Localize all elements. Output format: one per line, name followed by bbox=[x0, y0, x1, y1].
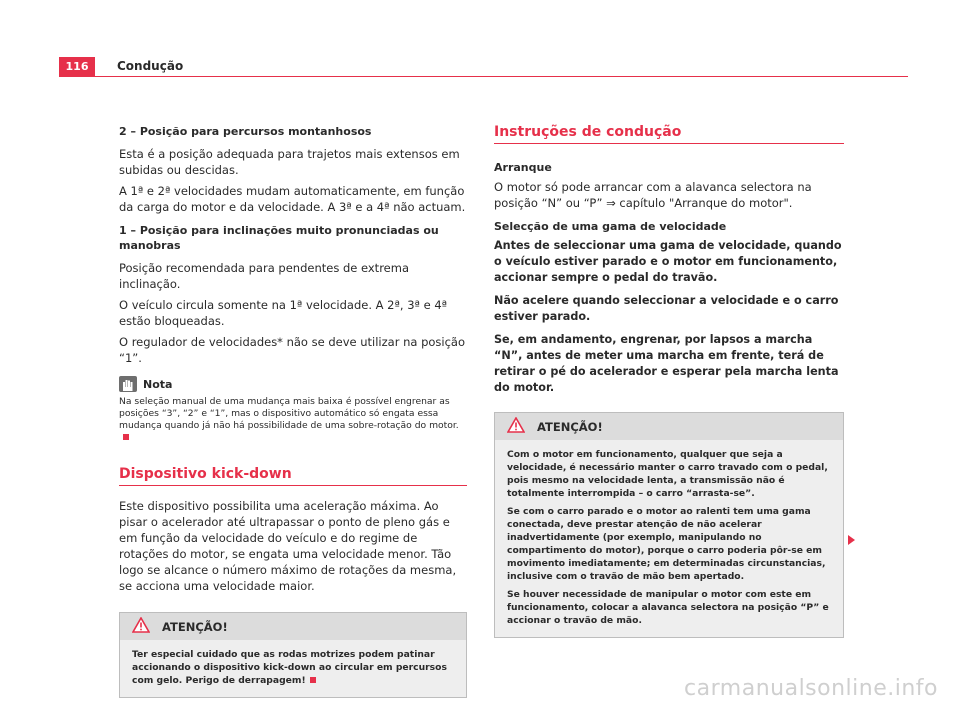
instruction-1: Antes de seleccionar uma gama de velocidade, quando o veículo estiver parado e o motor em funcionamento, accionar sempre o pedal do travão. bbox=[494, 239, 842, 284]
warning-body bbox=[495, 440, 843, 637]
page-number: 116 bbox=[59, 57, 95, 76]
chapter-title: Condução bbox=[117, 59, 184, 73]
warning-title: ATENÇÃO! bbox=[537, 419, 603, 434]
position-1-text-1: Posição recomendada para pendentes de extrema inclinação. bbox=[119, 261, 409, 291]
note-block bbox=[119, 376, 467, 444]
note-title: Nota bbox=[143, 377, 173, 391]
instruction-2: Não acelere quando seleccionar a velocidade e o carro estiver parado. bbox=[494, 294, 839, 323]
driving-instructions-title: Instruções de condução bbox=[494, 124, 844, 144]
end-of-section-icon bbox=[310, 677, 316, 683]
position-2-text-2: A 1ª e 2ª velocidades mudam automaticamente, em função da carga do motor e da velocidade. A 3ª e a 4ª não actuam. bbox=[119, 184, 466, 214]
left-column bbox=[119, 124, 467, 698]
warning-text-1: Com o motor em funcionamento, qualquer que seja a velocidade, é necessário manter o carro travado com o pedal, pois mesmo na velocidade lenta, a transmissão não é totalmente interrompida – o carro “arrasta-se”. bbox=[507, 449, 828, 499]
kickdown-text: Este dispositivo possibilita uma aceleração máxima. Ao pisar o acelerador até ultrapassar o ponto de pleno gás e em função da velocidade do veículo e do regime de rotações do motor, se engata uma velocidade menor. Tão logo se alcance o número máximo de rotações da mesma, se acciona uma velocidade maior. bbox=[119, 499, 457, 593]
kickdown-warning-box bbox=[119, 612, 467, 698]
position-1-text-2: O veículo circula somente na 1ª velocidade. A 2ª, 3ª e 4ª estão bloqueadas. bbox=[119, 298, 448, 328]
position-1-text-3: O regulador de velocidades* não se deve utilizar na posição “1”. bbox=[119, 335, 466, 365]
position-1-title: 1 – Posição para inclinações muito pronunciadas ou manobras bbox=[119, 224, 439, 252]
position-2-title: 2 – Posição para percursos montanhosos bbox=[119, 125, 372, 138]
warning-triangle-icon bbox=[132, 617, 150, 637]
driving-warning-box bbox=[494, 412, 844, 638]
warning-body bbox=[120, 640, 466, 697]
instruction-3: Se, em andamento, engrenar, por lapsos a marcha “N”, antes de meter uma marcha em frente, terá de retirar o pé do acelerador e esperar pela marcha lenta do motor. bbox=[494, 333, 839, 394]
start-title: Arranque bbox=[494, 161, 552, 174]
continue-arrow-icon bbox=[848, 535, 855, 545]
watermark: carmanualsonline.info bbox=[684, 676, 938, 701]
gear-selection-title: Selecção de uma gama de velocidade bbox=[494, 220, 727, 233]
kickdown-section-title: Dispositivo kick-down bbox=[119, 466, 467, 486]
warning-text-3: Se houver necessidade de manipular o motor com este em funcionamento, colocar a alavanca selectora na posição “P” e accionar o travão de mão. bbox=[507, 589, 829, 626]
warning-triangle-icon bbox=[507, 417, 525, 437]
warning-title: ATENÇÃO! bbox=[162, 619, 228, 634]
note-hand-icon bbox=[119, 376, 137, 392]
end-of-section-icon bbox=[123, 434, 129, 440]
warning-header bbox=[495, 413, 843, 440]
warning-text: Ter especial cuidado que as rodas motrizes podem patinar accionando o dispositivo kick-down ao circular em percursos com gelo. Perigo de derrapagem! bbox=[132, 649, 447, 686]
right-column bbox=[494, 124, 844, 638]
warning-header bbox=[120, 613, 466, 640]
start-text: O motor só pode arrancar com a alavanca selectora na posição “N” ou “P” ⇒ capítulo "Arranque do motor". bbox=[494, 180, 812, 210]
position-2-text-1: Esta é a posição adequada para trajetos mais extensos em subidas ou descidas. bbox=[119, 147, 460, 177]
warning-text-2: Se com o carro parado e o motor ao ralenti tem uma gama conectada, deve prestar atenção de não acelerar inadvertidamente (por exemplo, manipulando no compartimento do motor), porque o carro poderia pôr-se em movimento imediatamente; em determinadas circunstancias, inclusive com o travão de mão bem apertado. bbox=[507, 506, 826, 582]
note-text: Na seleção manual de uma mudança mais baixa é possível engrenar as posições “3”, “2” e “1”, mas o dispositivo automático só engata essa mudança quando já não há possibilidade de uma sobre-rotação do motor. bbox=[119, 396, 467, 444]
header-rule bbox=[59, 76, 908, 77]
note-header bbox=[119, 376, 467, 392]
